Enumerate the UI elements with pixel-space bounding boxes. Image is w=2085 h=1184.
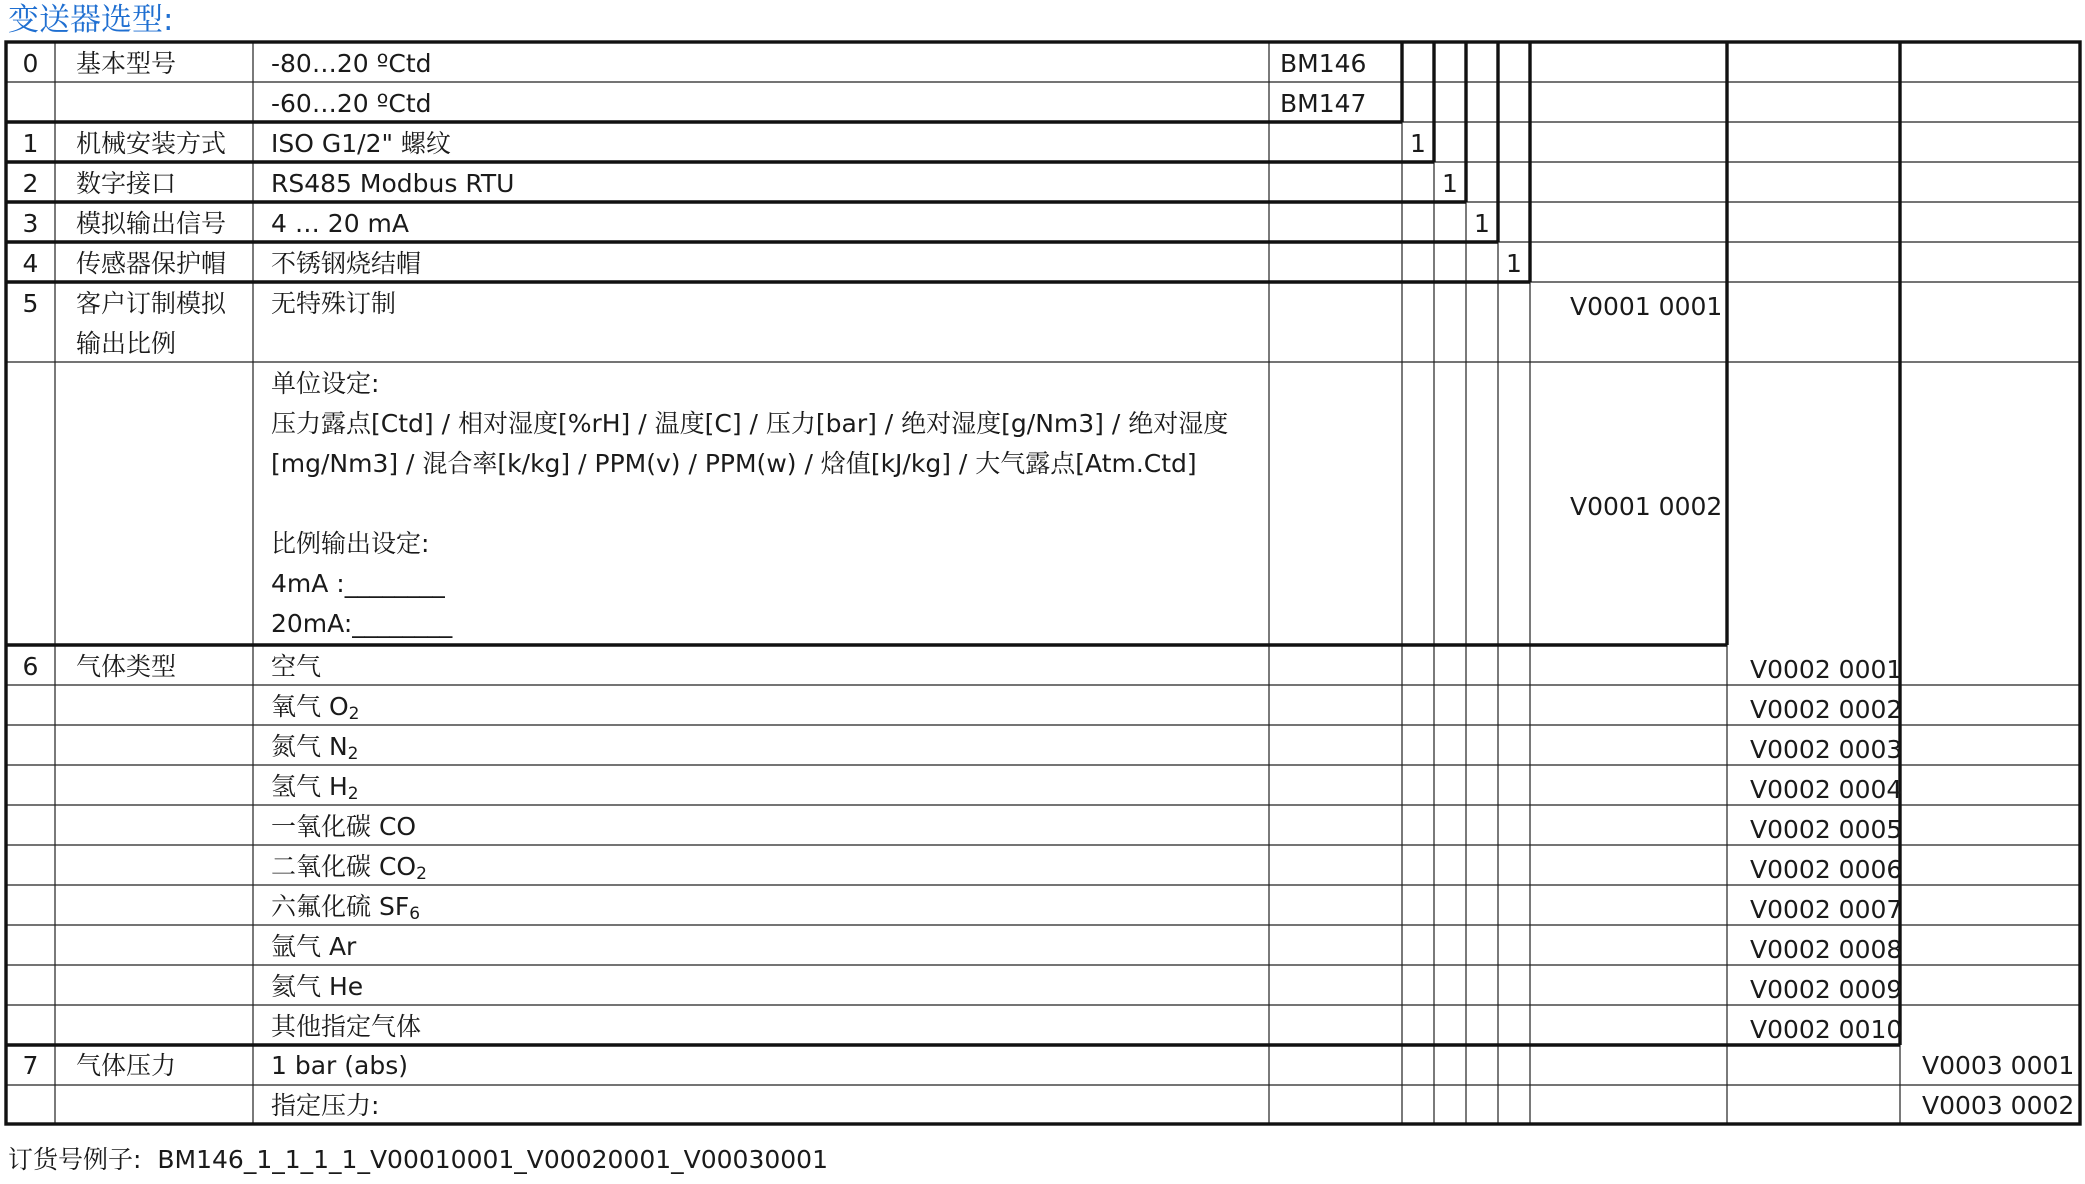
row-5-name-line-1: 客户订制模拟: [76, 289, 227, 318]
scale-output-heading: 比例输出设定:: [271, 529, 430, 558]
row-0-number: 0: [22, 49, 39, 78]
gas-option-co: 一氧化碳 CO: [271, 812, 417, 841]
gas-code-1: V0002 0001: [1750, 655, 1903, 684]
row-6-number: 6: [22, 652, 39, 681]
gas-option-co2: [271, 847, 427, 887]
row-5-name-line-2: 输出比例: [76, 329, 177, 358]
gas-code-9: V0002 0009: [1750, 975, 1903, 1004]
row-2-number: 2: [22, 169, 39, 198]
row-2-name: 数字接口: [76, 169, 177, 198]
row-5-number: 5: [22, 289, 39, 318]
unit-setting-heading: 单位设定:: [271, 369, 380, 398]
gas-n2-subscript: 2: [347, 744, 359, 764]
scale-4ma-field: 4mA :________: [271, 569, 445, 598]
gas-code-10: V0002 0010: [1750, 1015, 1903, 1044]
row-0-name: 基本型号: [76, 49, 177, 78]
gas-o2-text: 氧气 O: [271, 692, 349, 721]
order-example-label: 订货号例子:: [8, 1145, 142, 1174]
page-title: 变送器选型:: [8, 2, 174, 38]
unit-setting-line-2: [mg/Nm3] / 混合率[k/kg] / PPM(v) / PPM(w) / 焓值[kJ/kg] / 大气露点[Atm.Ctd]: [271, 449, 1197, 478]
gas-code-3: V0002 0003: [1750, 735, 1903, 764]
row-4-code: 1: [1506, 249, 1522, 278]
row-5-option-1: 无特殊订制: [271, 289, 397, 318]
row-3-code: 1: [1474, 209, 1490, 238]
gas-option-h2: [271, 767, 359, 807]
row-3-option-1: 4 … 20 mA: [271, 209, 410, 238]
gas-h2-subscript: 2: [347, 784, 359, 804]
row-0-option-1: -80…20 ºCtd: [271, 49, 432, 78]
row-1-number: 1: [22, 129, 39, 158]
row-0-code-1: BM146: [1280, 49, 1367, 78]
gas-option-he: 氦气 He: [271, 972, 364, 1001]
row-1-option-1: ISO G1/2" 螺纹: [271, 129, 451, 158]
row-0-option-2: -60…20 ºCtd: [271, 89, 432, 118]
row-5-code-2: V0001 0002: [1570, 492, 1723, 521]
gas-option-n2: [271, 727, 358, 767]
row-0-code-2: BM147: [1280, 89, 1367, 118]
gas-option-sf6: [271, 887, 420, 927]
row-3-name: 模拟输出信号: [76, 209, 227, 238]
pressure-option-1: 1 bar (abs): [271, 1051, 408, 1080]
gas-option-ar: 氩气 Ar: [271, 932, 357, 961]
pressure-code-2: V0003 0002: [1922, 1091, 2075, 1120]
order-example: [8, 1140, 828, 1180]
row-7-name: 气体压力: [76, 1051, 177, 1080]
row-4-option-1: 不锈钢烧结帽: [271, 249, 422, 278]
row-2-code: 1: [1442, 169, 1458, 198]
gas-co2-text: 二氧化碳 CO: [271, 852, 417, 881]
gas-co2-subscript: 2: [416, 864, 427, 884]
gas-h2-text: 氢气 H: [271, 772, 348, 801]
gas-code-2: V0002 0002: [1750, 695, 1903, 724]
scale-20ma-field: 20mA:________: [271, 609, 453, 638]
gas-option-other: 其他指定气体: [271, 1012, 422, 1041]
gas-code-5: V0002 0005: [1750, 815, 1903, 844]
row-2-option-1: RS485 Modbus RTU: [271, 169, 515, 198]
gas-code-7: V0002 0007: [1750, 895, 1903, 924]
gas-n2-text: 氮气 N: [271, 732, 348, 761]
row-6-name: 气体类型: [76, 652, 177, 681]
gas-code-8: V0002 0008: [1750, 935, 1903, 964]
gas-sf6-text: 六氟化硫 SF: [271, 892, 410, 921]
unit-setting-line-1: 压力露点[Ctd] / 相对湿度[%rH] / 温度[C] / 压力[bar] / 绝对湿度[g/Nm3] / 绝对湿度: [271, 409, 1229, 438]
gas-code-6: V0002 0006: [1750, 855, 1903, 884]
pressure-code-1: V0003 0001: [1922, 1051, 2075, 1080]
gas-o2-subscript: 2: [348, 704, 360, 724]
gas-sf6-subscript: 6: [409, 904, 421, 924]
gas-option-air: 空气: [271, 652, 322, 681]
pressure-option-2: 指定压力:: [271, 1091, 380, 1120]
gas-code-4: V0002 0004: [1750, 775, 1903, 804]
row-4-number: 4: [22, 249, 39, 278]
row-4-name: 传感器保护帽: [76, 249, 227, 278]
gas-option-o2: [271, 687, 359, 727]
row-3-number: 3: [22, 209, 39, 238]
row-1-code: 1: [1410, 129, 1426, 158]
order-example-value: BM146_1_1_1_1_V00010001_V00020001_V00030001: [157, 1145, 828, 1174]
row-5-code-1: V0001 0001: [1570, 292, 1723, 321]
row-1-name: 机械安装方式: [76, 129, 227, 158]
row-7-number: 7: [22, 1051, 39, 1080]
